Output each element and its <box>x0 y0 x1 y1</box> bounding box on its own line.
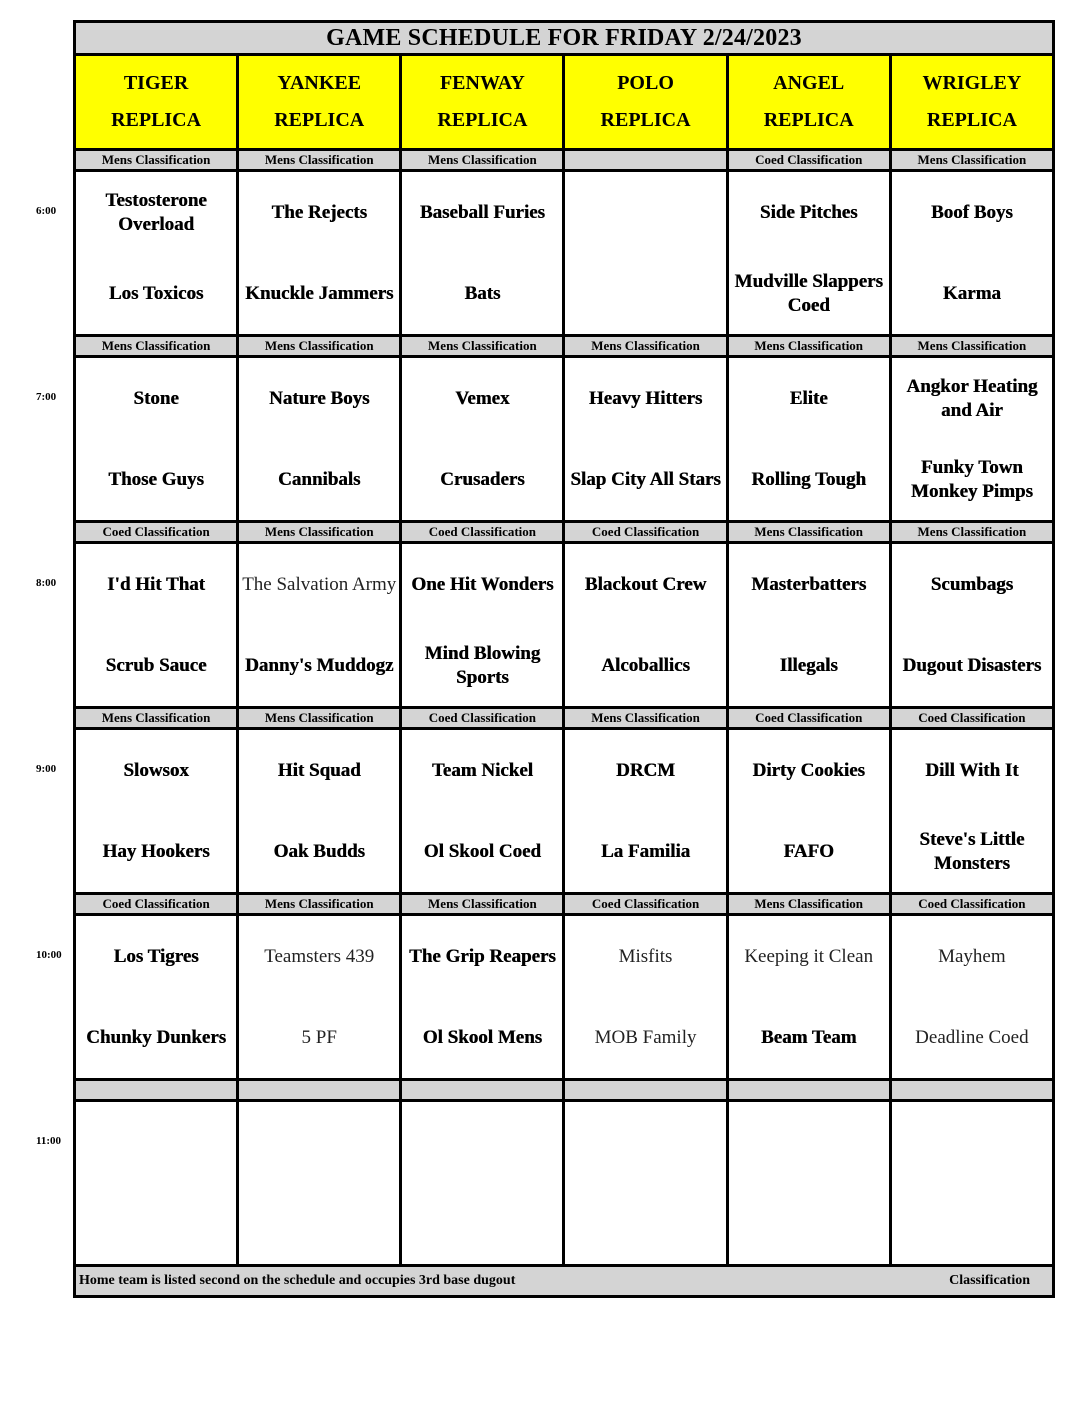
game-cell <box>727 543 890 708</box>
away-team: Misfits <box>618 945 673 967</box>
field-header-tiger <box>75 55 238 150</box>
game-cell <box>401 357 564 522</box>
classification-label <box>564 1080 727 1101</box>
game-cell <box>75 729 238 894</box>
game-cell <box>890 1101 1053 1266</box>
classification-label: Mens Classification <box>890 522 1053 543</box>
home-team: Ol Skool Mens <box>422 1026 543 1048</box>
schedule-title: GAME SCHEDULE FOR FRIDAY 2/24/2023 <box>75 22 1054 55</box>
away-team <box>239 1102 399 1183</box>
home-team <box>402 1183 562 1264</box>
game-row <box>75 1101 1054 1266</box>
home-team <box>565 1183 725 1264</box>
classification-label: Mens Classification <box>890 150 1053 171</box>
classification-label <box>727 1080 890 1101</box>
away-team <box>892 1102 1052 1183</box>
home-team: Dugout Disasters <box>902 654 1042 676</box>
field-header-fenway <box>401 55 564 150</box>
classification-note: Classification <box>949 1273 1030 1288</box>
classification-label: Coed Classification <box>564 894 727 915</box>
home-team: Slap City All Stars <box>570 468 721 490</box>
home-team: Chunky Dunkers <box>86 1026 227 1048</box>
away-team: Stone <box>133 387 179 409</box>
field-header-wrigley <box>890 55 1053 150</box>
game-cell <box>727 729 890 894</box>
time-label: 11:00 <box>36 1134 62 1147</box>
classification-label: Coed Classification <box>727 150 890 171</box>
field-header-polo <box>564 55 727 150</box>
away-team: Dill With It <box>925 759 1019 781</box>
classification-label: Mens Classification <box>564 708 727 729</box>
game-cell <box>401 729 564 894</box>
classification-label: Mens Classification <box>238 336 401 357</box>
classification-label: Mens Classification <box>75 336 238 357</box>
game-row <box>75 543 1054 708</box>
away-team: Blackout Crew <box>584 573 707 595</box>
time-label: 8:00 <box>36 576 57 589</box>
classification-label <box>401 1080 564 1101</box>
game-cell <box>75 1101 238 1266</box>
game-cell <box>75 357 238 522</box>
away-team: Nature Boys <box>269 387 370 409</box>
away-team: Teamsters 439 <box>264 945 375 967</box>
game-cell <box>238 357 401 522</box>
home-team: Bats <box>464 282 501 304</box>
classification-label: Coed Classification <box>75 522 238 543</box>
classification-label: Coed Classification <box>890 708 1053 729</box>
home-team: Karma <box>942 282 1001 304</box>
game-cell <box>401 915 564 1080</box>
home-team <box>729 1183 889 1264</box>
game-cell <box>890 915 1053 1080</box>
classification-label: Mens Classification <box>238 150 401 171</box>
field-subtitle: REPLICA <box>926 109 1017 131</box>
game-cell <box>238 729 401 894</box>
home-team: Those Guys <box>108 468 204 490</box>
away-team: Dirty Cookies <box>752 759 865 781</box>
away-team: Elite <box>789 387 828 409</box>
home-team: Funky Town Monkey Pimps <box>910 456 1033 502</box>
time-label: 9:00 <box>36 762 57 775</box>
game-cell <box>401 543 564 708</box>
home-team: Alcoballics <box>601 654 690 676</box>
away-team: I'd Hit That <box>107 573 205 595</box>
classification-label: Mens Classification <box>727 894 890 915</box>
home-team: Hay Hookers <box>102 840 210 862</box>
home-team: FAFO <box>783 840 834 862</box>
field-subtitle: REPLICA <box>111 109 202 131</box>
game-cell <box>401 171 564 336</box>
away-team <box>76 1102 236 1183</box>
away-team: Team Nickel <box>431 759 533 781</box>
classification-label: Coed Classification <box>890 894 1053 915</box>
field-name: ANGEL <box>773 72 845 94</box>
game-cell <box>75 171 238 336</box>
game-cell <box>564 729 727 894</box>
game-cell <box>890 357 1053 522</box>
classification-label: Mens Classification <box>727 336 890 357</box>
classification-label: Coed Classification <box>75 894 238 915</box>
game-cell <box>727 915 890 1080</box>
classification-row <box>75 150 1054 171</box>
home-team: Los Toxicos <box>108 282 204 304</box>
home-team <box>892 1183 1052 1264</box>
home-team: Crusaders <box>440 468 525 490</box>
classification-label: Coed Classification <box>564 522 727 543</box>
classification-label: Mens Classification <box>238 708 401 729</box>
away-team: Angkor Heating and Air <box>906 375 1038 421</box>
game-cell <box>727 171 890 336</box>
classification-label: Coed Classification <box>727 708 890 729</box>
field-header-yankee <box>238 55 401 150</box>
time-label: 10:00 <box>36 948 62 961</box>
home-team: Ol Skool Coed <box>423 840 541 862</box>
classification-label <box>75 1080 238 1101</box>
classification-label: Mens Classification <box>238 522 401 543</box>
away-team: Masterbatters <box>751 573 867 595</box>
game-row <box>75 915 1054 1080</box>
away-team: Boof Boys <box>930 201 1013 223</box>
home-team <box>76 1183 236 1264</box>
time-label: 6:00 <box>36 204 57 217</box>
classification-label: Mens Classification <box>75 150 238 171</box>
away-team: Los Tigres <box>113 945 199 967</box>
away-team: Keeping it Clean <box>744 945 874 967</box>
away-team: The Grip Reapers <box>409 945 556 967</box>
game-row <box>75 171 1054 336</box>
schedule-sheet <box>73 20 1055 1298</box>
home-team: Rolling Tough <box>751 468 866 490</box>
home-team-note: Home team is listed second on the schedule and occupies 3rd base dugout <box>79 1273 516 1288</box>
away-team: Side Pitches <box>759 201 858 223</box>
classification-row <box>75 894 1054 915</box>
game-cell <box>564 915 727 1080</box>
home-team: Cannibals <box>278 468 361 490</box>
game-cell <box>564 1101 727 1266</box>
home-team: La Familia <box>600 840 691 862</box>
classification-row <box>75 336 1054 357</box>
game-cell <box>727 357 890 522</box>
classification-label: Mens Classification <box>401 150 564 171</box>
game-cell <box>890 171 1053 336</box>
game-row <box>75 357 1054 522</box>
home-team: Mind Blowing Sports <box>424 642 541 688</box>
classification-label: Coed Classification <box>401 522 564 543</box>
game-cell <box>401 1101 564 1266</box>
footer-note-bar <box>75 1266 1054 1297</box>
classification-row <box>75 522 1054 543</box>
classification-label: Mens Classification <box>75 708 238 729</box>
classification-label: Mens Classification <box>727 522 890 543</box>
field-name: POLO <box>617 72 674 94</box>
field-name: TIGER <box>123 72 189 94</box>
time-label: 7:00 <box>36 390 57 403</box>
classification-label: Mens Classification <box>564 336 727 357</box>
home-team: Steve's Little Monsters <box>919 828 1025 874</box>
home-team <box>565 253 725 334</box>
away-team: Testosterone Overload <box>105 189 207 235</box>
game-cell <box>564 171 727 336</box>
away-team: Slowsox <box>123 759 189 781</box>
schedule-table <box>73 20 1055 1298</box>
home-team: Illegals <box>779 654 838 676</box>
field-name: WRIGLEY <box>922 72 1022 94</box>
home-team: 5 PF <box>301 1026 337 1048</box>
away-team: Hit Squad <box>277 759 361 781</box>
field-subtitle: REPLICA <box>763 109 854 131</box>
game-cell <box>238 915 401 1080</box>
away-team: Heavy Hitters <box>588 387 703 409</box>
game-cell <box>238 171 401 336</box>
game-cell <box>890 729 1053 894</box>
away-team <box>565 172 725 253</box>
game-cell <box>238 543 401 708</box>
field-subtitle: REPLICA <box>274 109 365 131</box>
home-team: Danny's Muddogz <box>245 654 394 676</box>
away-team <box>565 1102 725 1183</box>
classification-row <box>75 1080 1054 1101</box>
home-team: Mudville Slappers Coed <box>734 270 883 316</box>
away-team <box>402 1102 562 1183</box>
classification-label <box>564 150 727 171</box>
away-team: Mayhem <box>938 945 1006 967</box>
home-team: Knuckle Jammers <box>245 282 394 304</box>
away-team: Vemex <box>455 387 510 409</box>
away-team <box>729 1102 889 1183</box>
field-subtitle: REPLICA <box>600 109 691 131</box>
away-team: Baseball Furies <box>419 201 545 223</box>
away-team: Scumbags <box>930 573 1014 595</box>
classification-label: Mens Classification <box>401 894 564 915</box>
away-team: The Rejects <box>271 201 367 223</box>
home-team <box>239 1183 399 1264</box>
home-team: Scrub Sauce <box>105 654 207 676</box>
classification-label <box>238 1080 401 1101</box>
away-team: The Salvation Army <box>242 573 397 595</box>
home-team: Oak Budds <box>273 840 365 862</box>
game-cell <box>564 543 727 708</box>
classification-label: Mens Classification <box>238 894 401 915</box>
classification-row <box>75 708 1054 729</box>
home-team: Deadline Coed <box>915 1026 1029 1048</box>
field-subtitle: REPLICA <box>437 109 528 131</box>
game-cell <box>75 915 238 1080</box>
game-cell <box>890 543 1053 708</box>
game-row <box>75 729 1054 894</box>
field-name: FENWAY <box>439 72 525 94</box>
classification-label: Mens Classification <box>890 336 1053 357</box>
classification-label <box>890 1080 1053 1101</box>
away-team: DRCM <box>615 759 676 781</box>
game-cell <box>564 357 727 522</box>
classification-label: Mens Classification <box>401 336 564 357</box>
field-header-angel <box>727 55 890 150</box>
away-team: One Hit Wonders <box>411 573 554 595</box>
field-name: YANKEE <box>277 72 362 94</box>
game-cell <box>727 1101 890 1266</box>
game-cell <box>75 543 238 708</box>
home-team: Beam Team <box>760 1026 857 1048</box>
game-cell <box>238 1101 401 1266</box>
classification-label: Coed Classification <box>401 708 564 729</box>
home-team: MOB Family <box>594 1026 697 1048</box>
